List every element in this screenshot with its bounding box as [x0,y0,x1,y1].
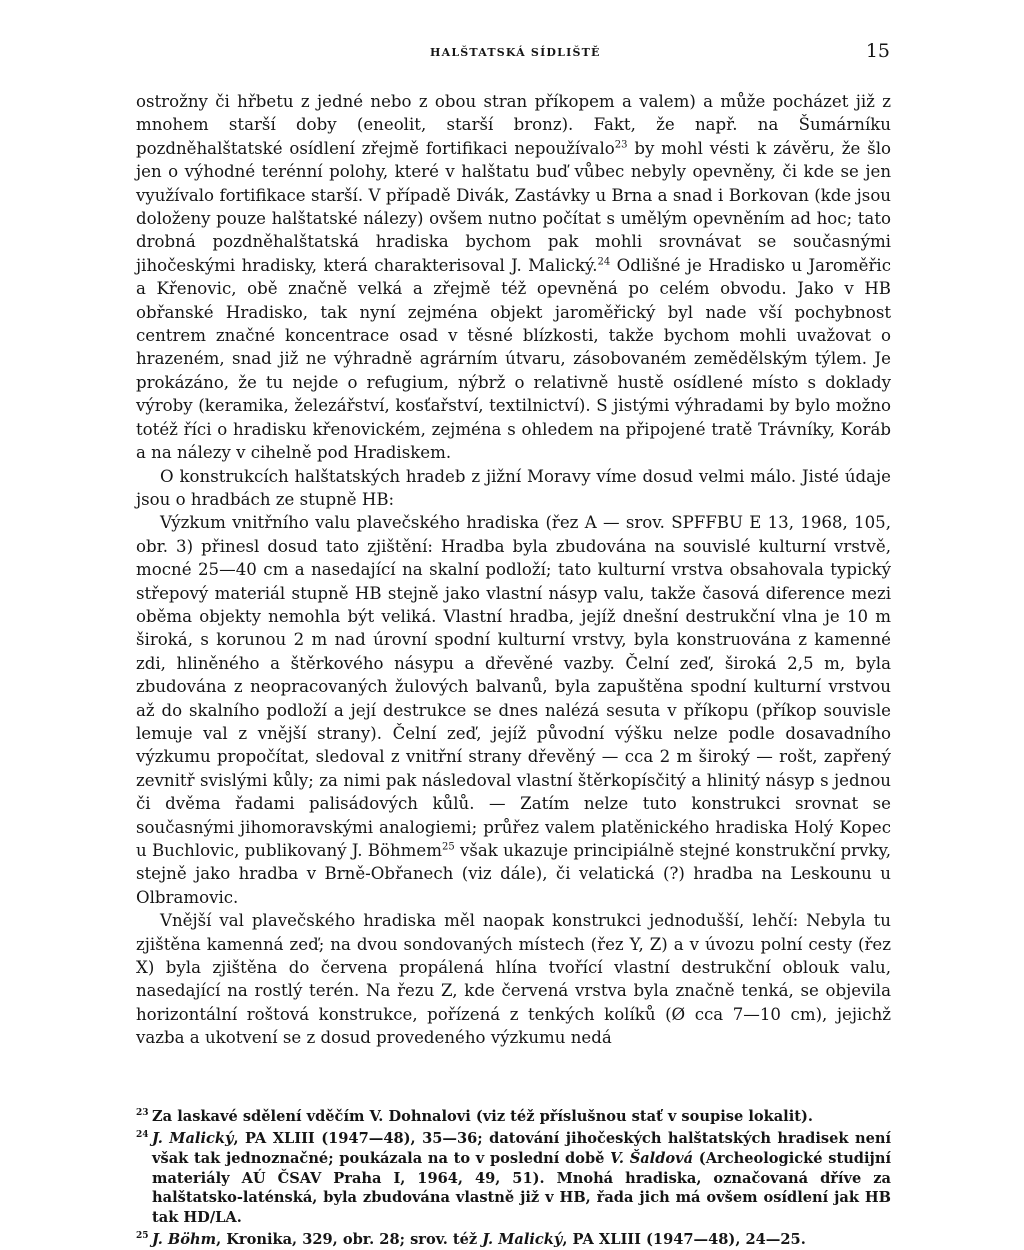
paragraph-3-text-b: však ukazuje principiálně stejné konstrukční prvky, stejně jako hradba v Brně-Obřanech (viz dále), či velatická (?) hradba na Leskounu u Olbramovic. [136,841,891,907]
paragraph-2: O konstrukcích halštatských hradeb z jižní Moravy víme dosud velmi málo. Jisté údaje jsou o hradbách ze stupně HB: [136,466,891,509]
footnote-author: J. Böhm [152,1231,217,1249]
paragraph-1-text-a: ostrožny či hřbetu z jedné nebo z obou stran příkopem a valem) a může pocházet již z mnohem starší doby (eneolit, starší bronz). Fakt, že např. na Šumárníku pozdněhalštatské osídlení zřejmě fortifikaci nepoužívalo [136,92,891,158]
footnote-text: , PA XLIII (1947—48), 35—36; datování jihočeských halštatských hradisek není však tak jednoznačné; poukázala na to v poslední době [152,1130,892,1167]
footnote [136,1227,891,1249]
footnote [136,1126,891,1227]
footnote-text: (Archeologické studijní materiály AÚ ČSAV Praha I, 1964, 49, 51). Mnohá hradiska, označovaná dříve za halštatsko-laténská, byla zbudována vlastně již v HB, řada jich má ovšem osídlení jak HB tak HD/LA. [152,1149,891,1226]
footnote-ref-24: 24 [597,256,611,268]
footnote-author: J. Malický [482,1231,563,1249]
paragraph-1-text-c: Odlišné je Hradisko u Jaroměřic a Křenovic, obě značně velká a zřejmě též opevněná po celém obvodu. Jako v HB obřanské Hradisko, tak nyní zejména objekt jaroměřický byl nade vší pochybnost centrem značné koncentrace osad v těsné blízkosti, takže bychom mohli uvažovat o hrazeném, snad již ne výhradně agrárním útvaru, zásobovaném zemědělským týlem. Je prokázáno, že tu nejde o refugium, nýbrž o relativně hustě osídlené místo s doklady výroby (keramika, železářství, kosťařství, textilnictví). S jistými výhradami by bylo možno totéž říci o hradisku křenovickém, zejména s ohledem na připojené tratě Trávníky, Koráb a na nálezy v cihelně pod Hradiskem. [136,255,892,463]
footnote-text: Za laskavé sdělení vděčím V. Dohnalovi (viz též příslušnou stať v soupise lokalit). [152,1107,813,1125]
body-text [136,90,891,1050]
footnote-mark: 24 [136,1130,149,1141]
footnote-mark: 25 [136,1231,149,1242]
paragraph-3 [136,511,891,909]
footnote-ref-23: 23 [614,139,628,151]
footnote [136,1104,891,1126]
paragraph-3-text-a: Výzkum vnitřního valu plavečského hradiska (řez A — srov. SPFFBU E 13, 1968, 105, obr. 3) přinesl dosud tato zjištění: Hradba byla zbudována na souvislé kulturní vrstvě, mocné 25—40 cm a nasedající na skalní podloží; tato kulturní vrstva obsahovala typický střepový materiál stupně HB stejně jako vlastní násyp valu, takže časová diference mezi oběma objekty nemohla být veliká. Vlastní hradba, jejíž dnešní destrukční vlna je 10 m široká, s korunou 2 m nad úrovní spodní kulturní vrstvy, byla konstruována z kamenné zdi, hliněného a štěrkového násypu a dřevěné vazby. Čelní zeď, široká 2,5 m, byla zbudována z neopracovaných žulových balvanů, byla zapuštěna spodní kulturní vrstvou až do skalního podloží a její destrukce se dnes nalézá sesuta v příkopu (příkop souvisle lemuje val z vnější strany). Čelní zeď, jejíž původní výšku nelze podle dosavadního výzkumu propočítat, sledoval z vnitřní strany dřevěný — cca 2 m široký — rošt, zapřený zevnitř svislými kůly; za nimi pak následoval vlastní štěrkopísčitý a hlinitý násyp s jednou či dvěma řadami palisádových kůlů. — Zatím nelze tuto konstrukci srovnat se současnými jihomoravskými analogiemi; průřez valem platěnického hradiska Holý Kopec u Buchlovic, publikovaný J. Böhmem [136,513,891,860]
page-number: 15 [865,40,890,62]
paragraph-4: Vnější val plavečského hradiska měl naopak konstrukci jednodušší, lehčí: Nebyla tu zjištěna kamenná zeď; na dvou sondovaných místech (řez Y, Z) a v úvozu polní cesty (řez X) byla zjištěna do červena propálená hlína tvořící vlastní destrukční oblouk valu, nasedající na rostlý terén. Na řezu Z, kde červená vrstva byla značně tenká, se objevila horizontální roštová konstrukce, pořízená z tenkých kolíků (Ø cca 7—10 cm), jejichž vazba a ukotvení se z dosud provedeného výzkumu nedá [136,911,891,1048]
footnote-author: V. Šaldová [610,1149,694,1167]
paragraph-1-text-b: by mohl vésti k závěru, že šlo jen o výhodné terénní polohy, které v halštatu buď vůbec nebyly opevněny, či kde se jen využívalo fortifikace starší. V případě Divák, Zastávky u Brna a snad i Borkovan (kde jsou doloženy pouze halštatské nálezy) ovšem nutno počítat s umělým opevněním ad hoc; tato drobná pozdněhalštatská hradiska bychom pak mohli srovnávat se současnými jihočeskými hradisky, která charakterisoval J. Malický. [136,138,892,275]
footnote-ref-25: 25 [441,841,455,853]
paragraph-1 [136,90,891,465]
footnote-text: , Kronika, 329, obr. 28; srov. též [216,1231,483,1249]
footnote-author: J. Malický [152,1130,234,1148]
footnote-mark: 23 [136,1108,149,1118]
footnote-text: , PA XLIII (1947—48), 24—25. [562,1231,806,1249]
footnotes [136,1104,891,1250]
running-title: HALŠTATSKÁ SÍDLIŠTĚ [430,46,601,59]
